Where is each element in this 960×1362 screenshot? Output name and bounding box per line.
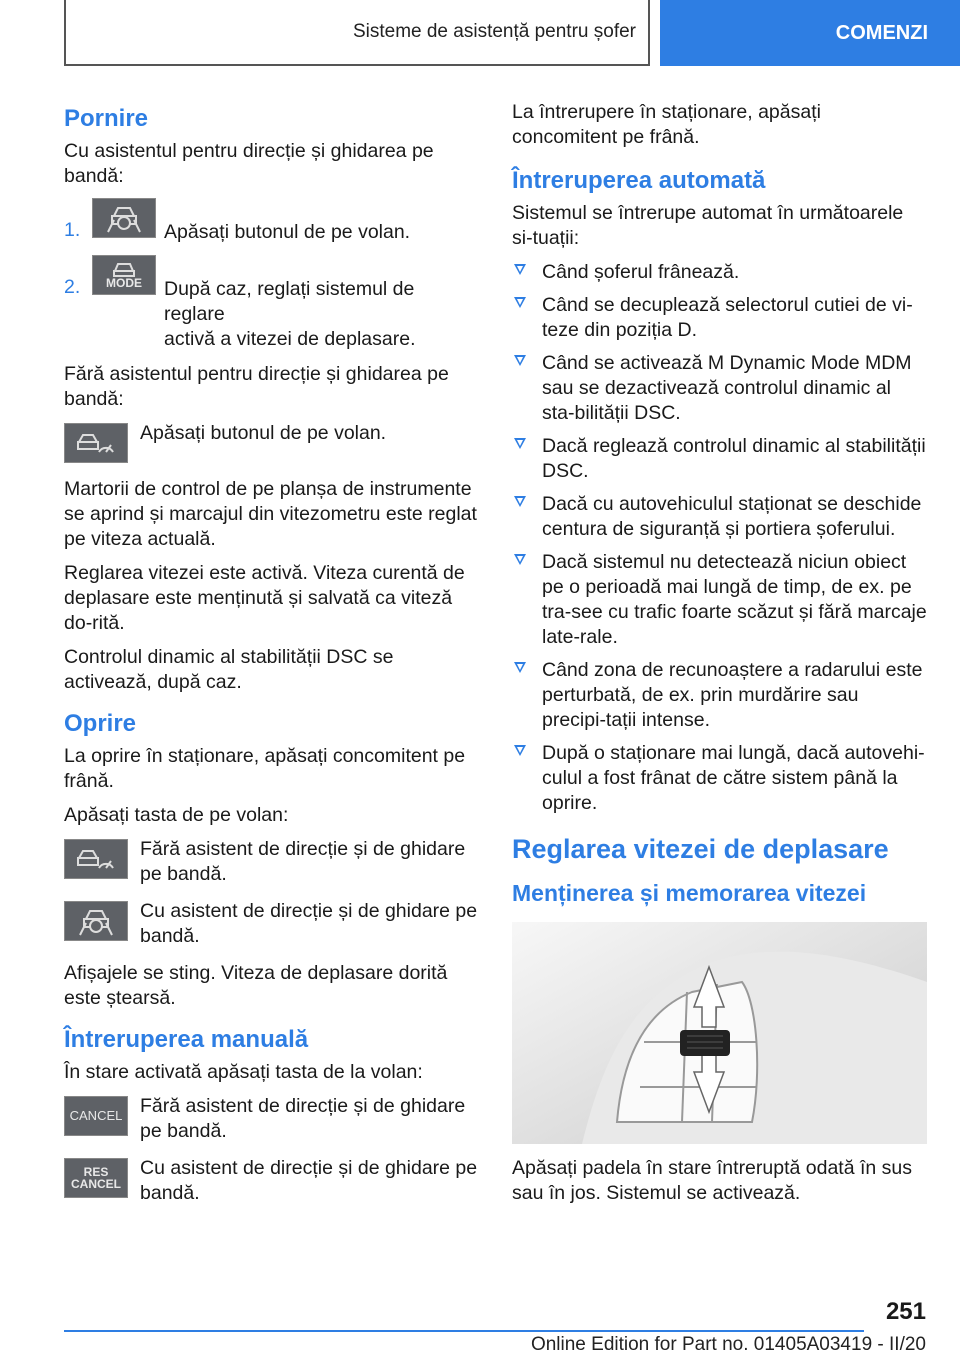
oprire-key-row-2: [64, 899, 479, 949]
manual-key-row-2: [64, 1156, 479, 1206]
paragraph-3: Controlul dinamic al stabilității DSC se activează, după caz.: [64, 646, 394, 693]
cruise-control-button-icon: [64, 839, 128, 879]
lane-assist-cruise-button-icon: [92, 198, 156, 238]
list-item: Când se activează M Dynamic Mode MDM sau se dezactivează controlul dinamic al sta-bilității DSC.: [512, 351, 927, 426]
page-number: 251: [885, 1298, 926, 1325]
res-label: RES: [83, 1165, 109, 1179]
oprire-p1: La oprire în staționare, apăsați concomitent pe frână.: [64, 745, 466, 792]
triangle-bullet-icon: [514, 264, 526, 275]
oprire-key-row-1: [64, 837, 479, 887]
paragraph-1: Martorii de control de pe planșa de instrumente se aprind și marcajul din vitezometru este reglat pe viteza actuală.: [64, 478, 477, 550]
step-text: După caz, reglați sistemul de reglare: [164, 278, 415, 325]
auto-conditions-list: [512, 260, 927, 816]
cruise-button-row: [64, 421, 479, 465]
manual-key1-text: Fără asistent de direcție și de ghidare pe bandă.: [140, 1095, 466, 1142]
triangle-bullet-icon: [514, 438, 526, 449]
mode-label: MODE: [106, 276, 142, 290]
step-2: [64, 255, 479, 352]
no-assist-text: Apăsați butonul de pe volan.: [140, 422, 387, 444]
list-item: Dacă cu autovehiculul staționat se deschide centura de siguranță și portiera șoferului.: [512, 492, 927, 542]
oprire-key1-text: Fără asistent de direcție și de ghidare pe bandă.: [140, 838, 466, 885]
pornire-intro: Cu asistentul pentru direcție și ghidarea pe bandă:: [64, 140, 434, 187]
right-column: [512, 100, 927, 1215]
manual-key2-text: Cu asistent de direcție și de ghidare pe bandă.: [140, 1157, 478, 1204]
heading-pornire: Pornire: [64, 105, 149, 132]
oprire-key2-text: Cu asistent de direcție și de ghidare pe bandă.: [140, 900, 478, 947]
list-item: Dacă reglează controlul dinamic al stabilității DSC.: [512, 434, 927, 484]
triangle-bullet-icon: [514, 355, 526, 366]
triangle-bullet-icon: [514, 662, 526, 673]
step-number: 2.: [64, 276, 81, 298]
triangle-bullet-icon: [514, 496, 526, 507]
step-number: 1.: [64, 219, 81, 241]
triangle-bullet-icon: [514, 554, 526, 565]
manual-p1: În stare activată apăsați tasta de la volan:: [64, 1061, 423, 1083]
edition-note: Online Edition for Part no. 01405A03419 - II/20: [530, 1334, 926, 1355]
steering-wheel-photo: [512, 922, 927, 1144]
heading-manual: Întreruperea manuală: [64, 1026, 309, 1053]
interrupt-intro: La întrerupere în staționare, apăsați concomitent pe frână.: [512, 101, 821, 148]
list-item: Când se decuplează selectorul cutiei de vi-teze din poziția D.: [512, 293, 927, 343]
paragraph-2: Reglarea vitezei este activă. Viteza curentă de deplasare este menținută și salvată ca viteză do-rită.: [64, 562, 465, 634]
cancel-label: CANCEL: [71, 1177, 121, 1191]
section-title: Sisteme de asistență pentru șofer: [64, 0, 650, 66]
step-text-cont: activă a vitezei de deplasare.: [164, 328, 416, 350]
list-item: Dacă sistemul nu detectează niciun obiect pe o perioadă mai lungă de timp, de ex. pe tra-see cu trafic foarte scăzut și fără marcaje late-rale.: [512, 550, 927, 650]
lane-assist-button-icon: [64, 901, 128, 941]
triangle-bullet-icon: [514, 745, 526, 756]
list-item: După o staționare mai lungă, dacă autovehi-culul a fost frânat de către sistem până la oprire.: [512, 741, 927, 816]
heading-speed-memory: Menținerea și memorarea vitezei: [512, 880, 867, 906]
auto-intro: Sistemul se întrerupe automat în următoarele si-tuații:: [512, 202, 904, 249]
page-header: [64, 0, 960, 66]
steering-wheel-buttons-illustration: [512, 922, 927, 1144]
step-1: [64, 198, 479, 245]
heading-oprire: Oprire: [64, 710, 137, 737]
photo-caption: Apăsați padela în stare întreruptă odată în sus sau în jos. Sistemul se activează.: [512, 1157, 913, 1204]
res-cancel-button-icon: [64, 1158, 128, 1198]
triangle-bullet-icon: [514, 297, 526, 308]
manual-key-row-1: [64, 1094, 479, 1144]
list-item: Când zona de recunoaștere a radarului este perturbată, de ex. prin murdărire sau precipi-tații intense.: [512, 658, 927, 733]
mode-button-icon: [92, 255, 156, 295]
cruise-control-button-icon: [64, 423, 128, 463]
oprire-p2: Apăsați tasta de pe volan:: [64, 804, 289, 826]
chapter-tab[interactable]: COMENZI: [660, 0, 960, 66]
oprire-p3: Afișajele se sting. Viteza de deplasare dorită este ștearsă.: [64, 962, 448, 1009]
step-text: Apăsați butonul de pe volan.: [164, 221, 411, 243]
heading-auto: Întreruperea automată: [512, 167, 766, 194]
cancel-button-icon: CANCEL: [64, 1096, 128, 1136]
list-item: Când șoferul frânează.: [512, 260, 927, 285]
no-assist-intro: Fără asistentul pentru direcție și ghidarea pe bandă:: [64, 363, 449, 410]
heading-speed-control: Reglarea vitezei de deplasare: [512, 834, 889, 864]
left-column: [64, 100, 479, 1218]
footer-divider: [64, 1330, 864, 1332]
